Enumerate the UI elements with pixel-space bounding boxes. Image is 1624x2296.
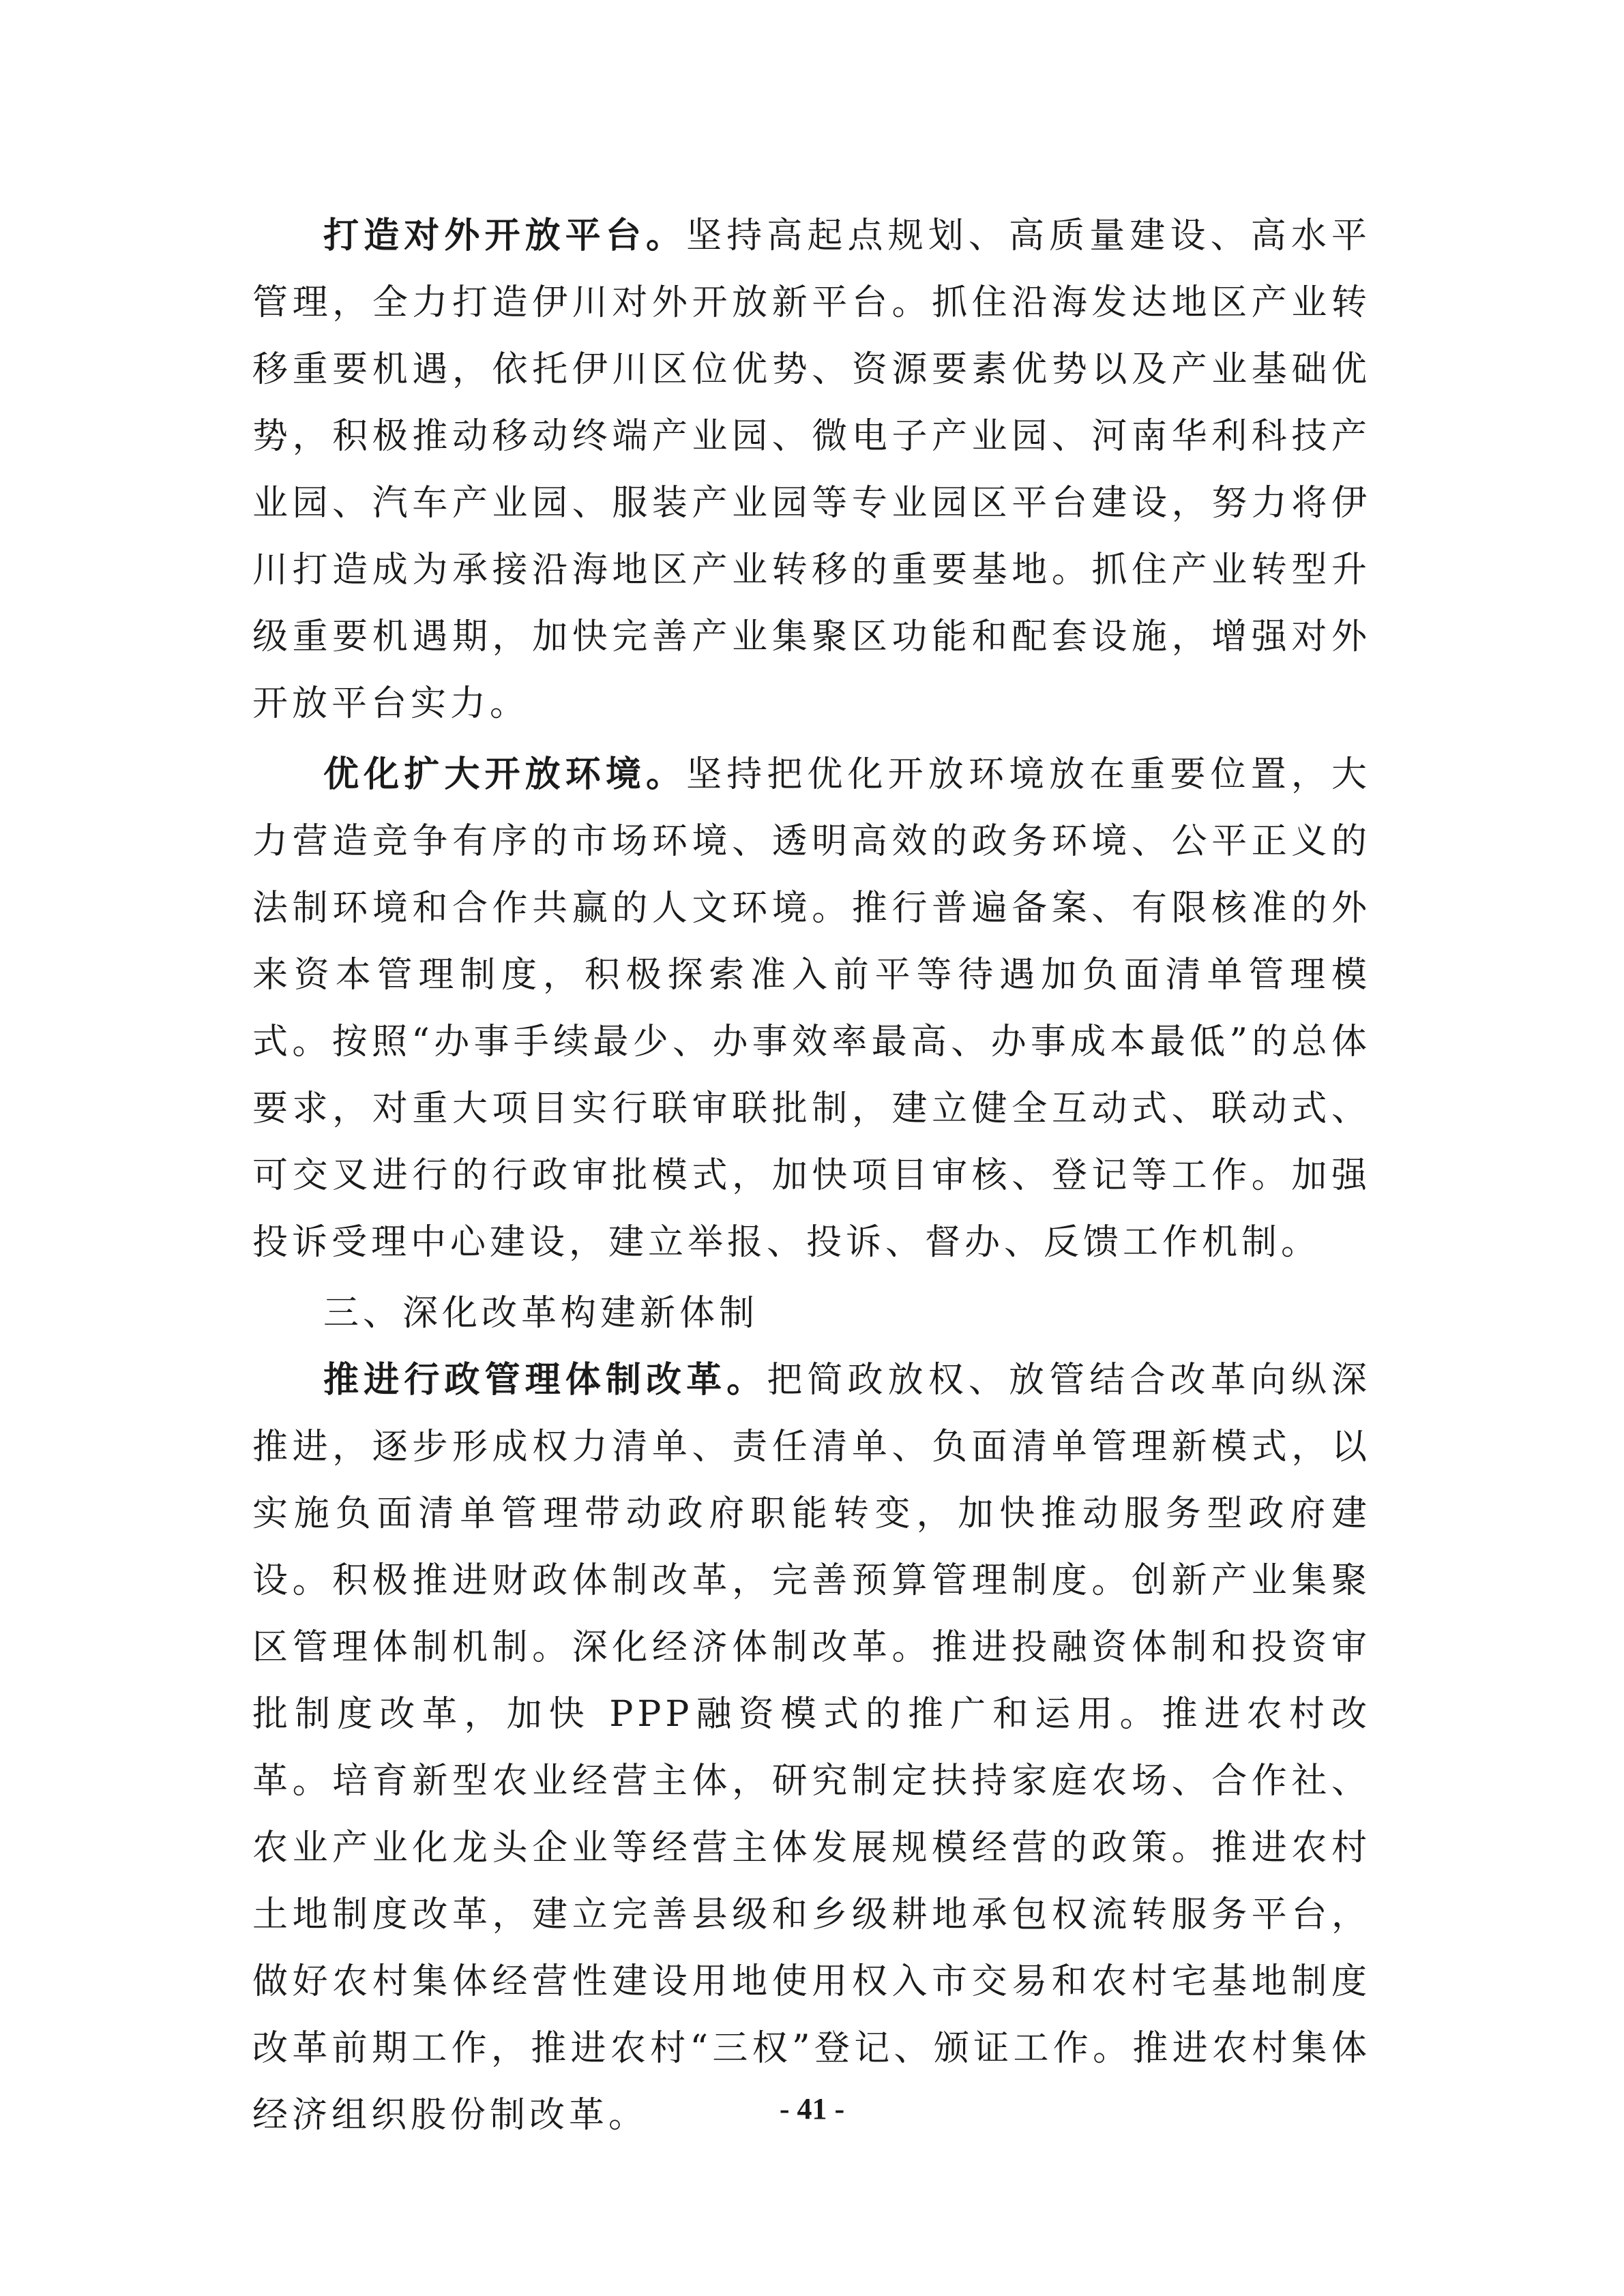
paragraph-text: 坚持把优化开放环境放在重要位置，大力营造竞争有序的市场环境、透明高效的政务环境、公平正义的法制环境和合作共赢的人文环境。推行普遍备案、有限核准的外来资本管理制度，积极探索准入前平等待遇加负面清单管理模式。按照“办事手续最少、办事效率最高、办事成本最低”的总体要求，对重大项目实行联审联批制，建立健全互动式、联动式、可交叉进行的行政审批模式，加快项目审核、登记等工作。加强投诉受理中心建设，建立举报、投诉、督办、反馈工作机制。: [252, 754, 1371, 1263]
page-body: [252, 203, 1371, 2149]
paragraph-text: 把简政放权、放管结合改革向纵深推进，逐步形成权力清单、责任清单、负面清单管理新模式，以实施负面清单管理带动政府职能转变，加快推动服务型政府建设。积极推进财政体制改革，完善预算管理制度。创新产业集聚区管理体制机制。深化经济体制改革。推进投融资体制和投资审批制度改革，加快 PPP融资模式的推广和运用。推进农村改革。培育新型农业经营主体，研究制定扶持家庭农场、合作社、农业产业化龙头企业等经营主体发展规模经营的政策。推进农村土地制度改革，建立完善县级和乡级耕地承包权流转服务平台，做好农村集体经营性建设用地使用权入市交易和农村宅基地制度改革前期工作，推进农村“三权”登记、颁证工作。推进农村集体经济组织股份制改革。: [252, 1360, 1371, 2136]
paragraph-admin-reform: [252, 1347, 1371, 2149]
section-heading: 三、深化改革构建新体制: [323, 1293, 759, 1334]
paragraph-lead: 推进行政管理体制改革。: [323, 1359, 767, 1401]
paragraph-open-platform: [252, 203, 1371, 737]
paragraph-text: 坚持高起点规划、高质量建设、高水平管理，全力打造伊川对外开放新平台。抓住沿海发达地区产业转移重要机遇，依托伊川区位优势、资源要素优势以及产业基础优势，积极推动移动终端产业园、微电子产业园、河南华利科技产业园、汽车产业园、服装产业园等专业园区平台建设，努力将伊川打造成为承接沿海地区产业转移的重要基地。抓住产业转型升级重要机遇期，加快完善产业集聚区功能和配套设施，增强对外开放平台实力。: [252, 215, 1371, 724]
paragraph-open-environment: [252, 741, 1371, 1276]
page-number: - 41 -: [779, 2092, 845, 2126]
paragraph-lead: 优化扩大开放环境。: [323, 754, 687, 795]
paragraph-lead: 打造对外开放平台。: [323, 215, 687, 256]
